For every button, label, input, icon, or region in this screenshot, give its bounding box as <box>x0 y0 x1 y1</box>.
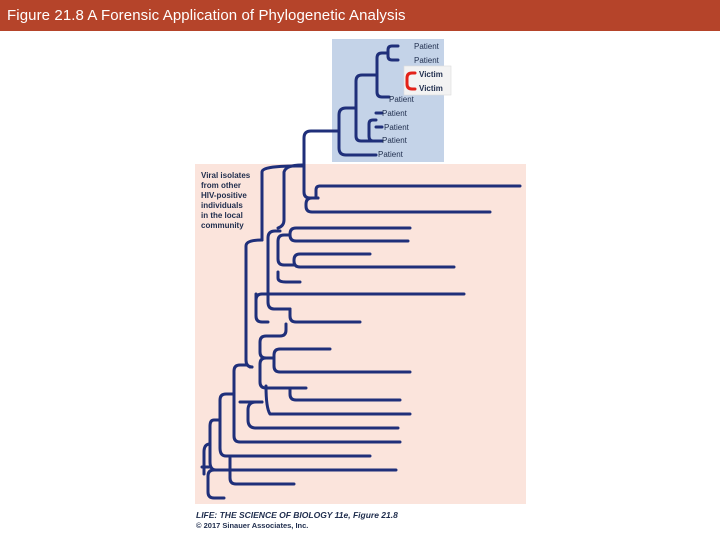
figure-credit: LIFE: THE SCIENCE OF BIOLOGY 11e, Figure 21.8 <box>196 510 398 520</box>
copyright: © 2017 Sinauer Associates, Inc. <box>196 521 309 530</box>
tip-label: Patient <box>382 136 407 145</box>
tip-label: Patient <box>414 42 439 51</box>
community-label-line: individuals <box>201 201 243 210</box>
community-label-line: from other <box>201 181 241 190</box>
community-label-line: HIV-positive <box>201 191 247 200</box>
community-label-line: Viral isolates <box>201 171 251 180</box>
slide-title: Figure 21.8 A Forensic Application of Phylogenetic Analysis <box>7 7 406 24</box>
tip-label: Patient <box>389 95 414 104</box>
tip-label: Patient <box>378 150 403 159</box>
tip-label: Patient <box>384 123 409 132</box>
community-label-line: community <box>201 221 244 230</box>
tip-label: Victim <box>419 70 443 79</box>
community-label-line: in the local <box>201 211 243 220</box>
tip-label: Patient <box>382 109 407 118</box>
tip-label: Patient <box>414 56 439 65</box>
tip-label: Victim <box>419 84 443 93</box>
